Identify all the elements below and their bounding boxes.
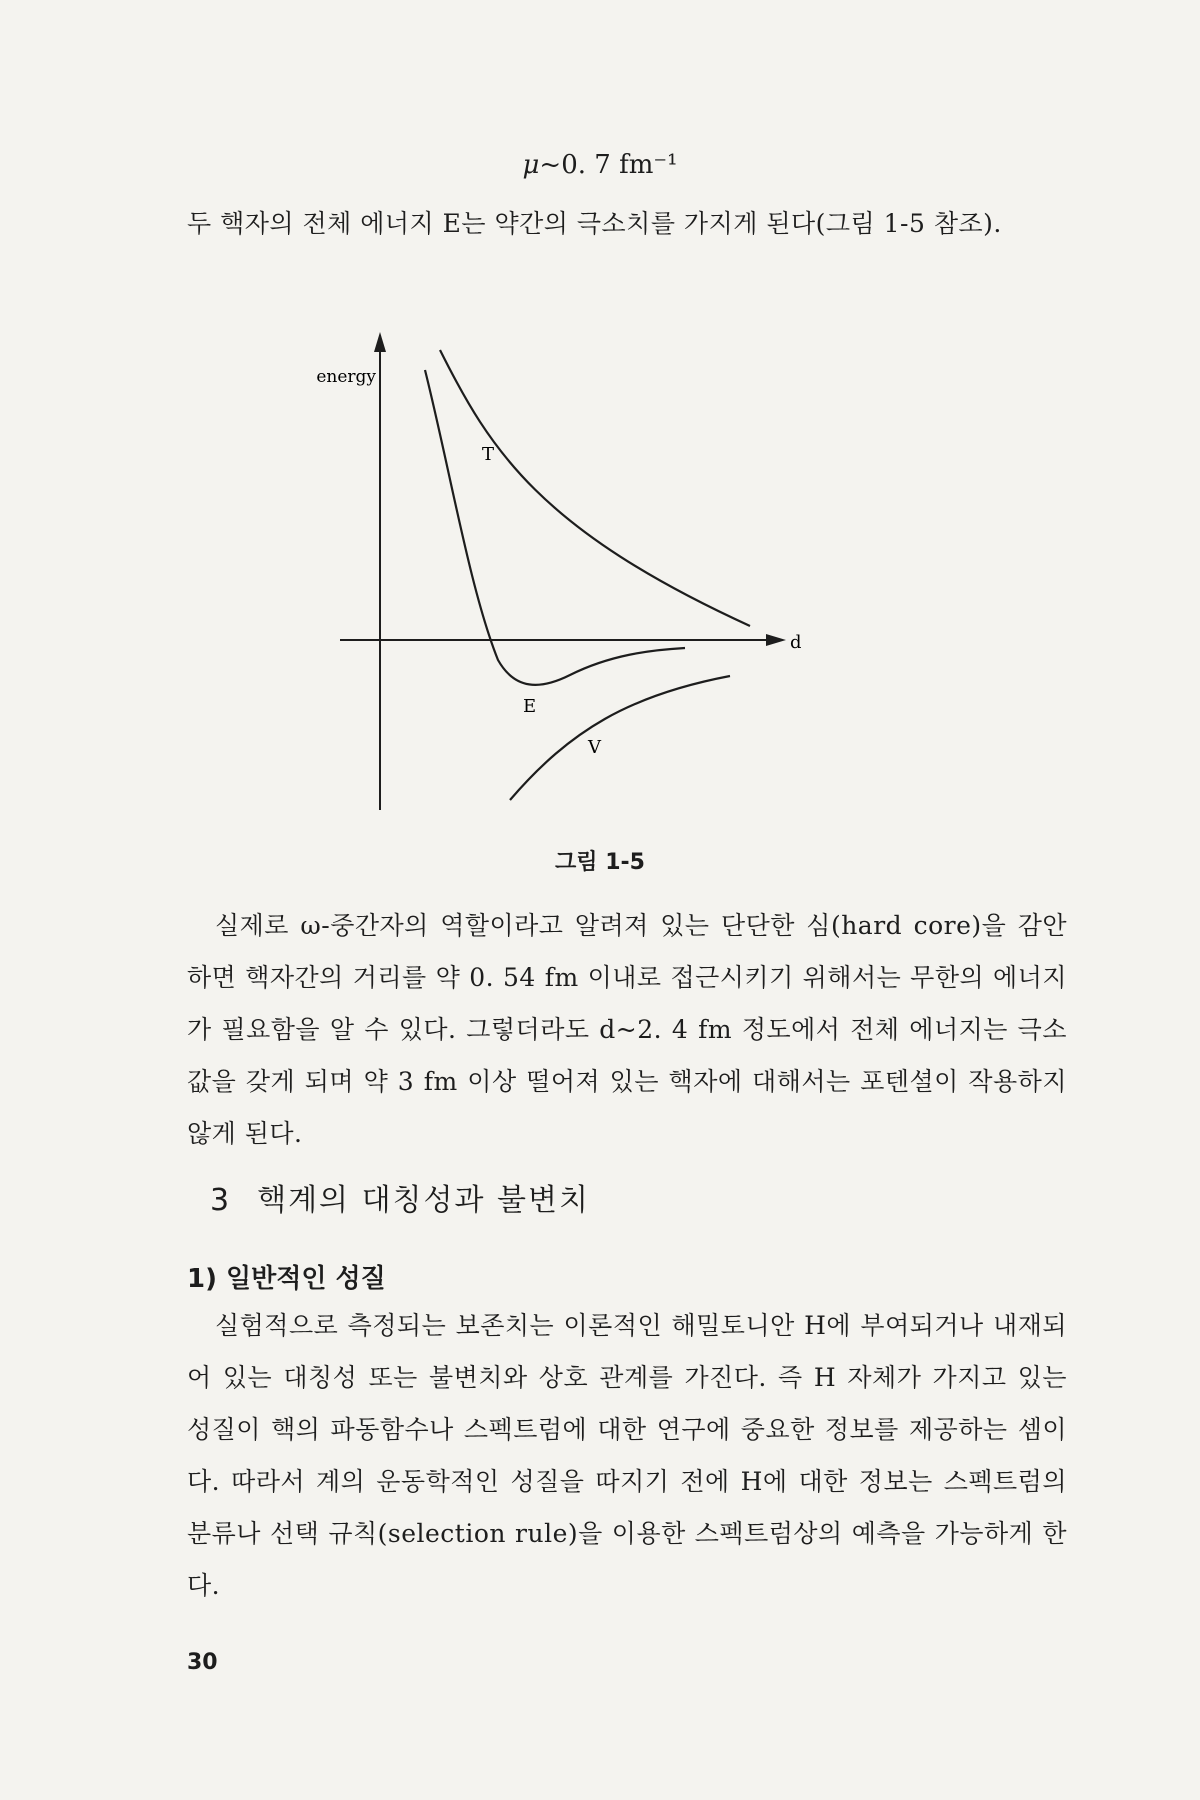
energy-diagram (316, 330, 930, 830)
curve-E-label: E (523, 696, 537, 717)
y-axis-label: energy (316, 367, 376, 387)
curve-V-label: V (588, 737, 601, 758)
curve-T-label: T (482, 444, 495, 465)
section-number: 3 (210, 1183, 232, 1218)
formula-value: ~0. 7 fm⁻¹ (539, 150, 678, 180)
subsection-heading: 1) 일반적인 성질 (187, 1264, 386, 1294)
formula-mu (0, 150, 1200, 180)
general-properties-paragraph (187, 1300, 1067, 1612)
y-axis-arrow (374, 332, 386, 352)
hard-core-text: 실제로 ω-중간자의 역할이라고 알려져 있는 단단한 심(hard core)을 감안하면 핵자간의 거리를 약 0. 54 fm 이내로 접근시키기 위해서는 무한의 에너지가 필요함을 알 수 있다. 그렇더라도 d~2. 4 fm 정도에서 전체 에너지는 극소값을 갖게 되며 약 3 fm 이상 떨어져 있는 핵자에 대해서는 포텐셜이 작용하지 않게 된다. (187, 911, 1067, 1148)
curve-T (440, 350, 750, 626)
intro-text: 두 핵자의 전체 에너지 E는 약간의 극소치를 가지게 된다(그림 1-5 참조). (187, 209, 1002, 238)
page-number: 30 (187, 1650, 218, 1675)
curve-V (510, 676, 730, 800)
intro-paragraph (187, 198, 1067, 250)
figure-caption: 그림 1-5 (555, 850, 645, 875)
figure-1-5 (316, 330, 930, 830)
formula-symbol: μ (522, 150, 540, 180)
hard-core-paragraph (187, 900, 1067, 1160)
curve-E (425, 370, 685, 685)
section-title: 핵계의 대칭성과 불변치 (257, 1183, 590, 1218)
general-properties-text: 실험적으로 측정되는 보존치는 이론적인 해밀토니안 H에 부여되거나 내재되어 있는 대칭성 또는 불변치와 상호 관계를 가진다. 즉 H 자체가 가지고 있는 성질이 핵의 파동함수나 스펙트럼에 대한 연구에 중요한 정보를 제공하는 셈이다. 따라서 계의 운동학적인 성질을 따지기 전에 H에 대한 정보는 스펙트럼의 분류나 선택 규칙(selection rule)을 이용한 스펙트럼상의 예측을 가능하게 한다. (187, 1311, 1067, 1600)
section-heading (210, 1175, 590, 1219)
x-axis-arrow (766, 634, 786, 646)
x-axis-label: d (790, 632, 802, 653)
